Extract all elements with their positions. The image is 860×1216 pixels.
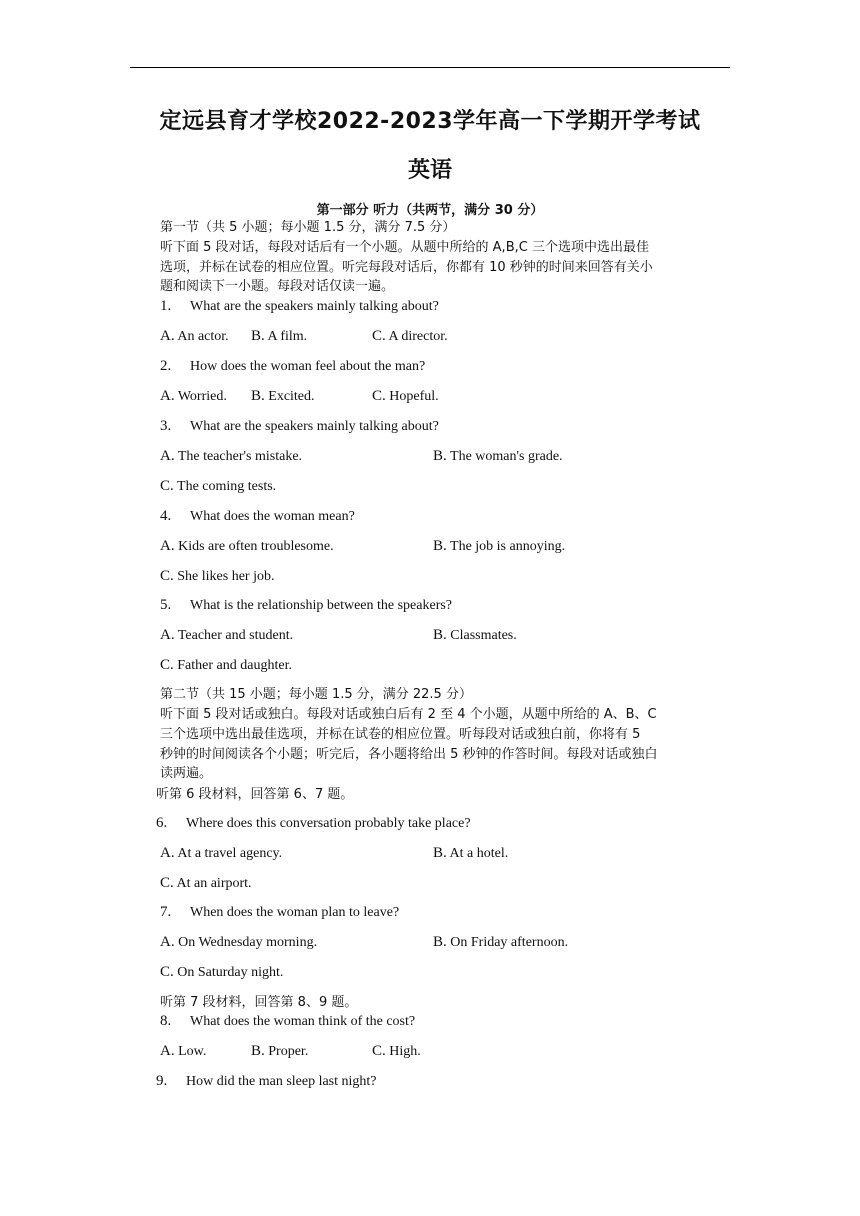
- section1-instruction-line: 题和阅读下一小题。每段对话仅读一遍。: [160, 279, 395, 294]
- question-3: [160, 418, 439, 435]
- question-7-options: [160, 934, 720, 954]
- subject-title: 英语: [407, 158, 452, 183]
- question-number: 4.: [160, 508, 172, 524]
- question-7-option-c-row: [160, 964, 283, 981]
- part-heading: 第一部分 听力（共两节，满分 30 分）: [316, 203, 544, 218]
- question-3-option-c-row: [160, 478, 276, 495]
- option-a: A. Worried.: [160, 388, 227, 404]
- option-c: C. Father and daughter.: [160, 657, 292, 673]
- option-b: B. A film.: [251, 328, 308, 344]
- question-text: When does the woman plan to leave?: [190, 905, 400, 920]
- option-c: C. On Saturday night.: [160, 964, 284, 980]
- question-8: [160, 1013, 415, 1030]
- question-number: 3.: [160, 418, 172, 434]
- question-5: [160, 597, 452, 614]
- question-8-options: [160, 1043, 720, 1063]
- question-1: [160, 298, 439, 315]
- question-6-options: [160, 845, 720, 865]
- option-a: A. The teacher's mistake.: [160, 448, 303, 464]
- question-6-option-c-row: [160, 875, 252, 892]
- option-c: C. A director.: [372, 328, 448, 344]
- question-text: How does the woman feel about the man?: [190, 359, 426, 374]
- question-7: [160, 904, 399, 921]
- option-a: A. An actor.: [160, 328, 229, 344]
- section2-instruction-line: 三个选项中选出最佳选项，并标在试卷的相应位置。听每段对话或独白前，你将有 5: [160, 727, 641, 742]
- question-number: 2.: [160, 358, 172, 374]
- option-a: A. On Wednesday morning.: [160, 934, 318, 950]
- question-text: What does the woman mean?: [190, 509, 355, 524]
- question-5-option-c-row: [160, 657, 292, 674]
- option-c: C. At an airport.: [160, 875, 252, 891]
- question-5-options: [160, 627, 720, 647]
- section1-instruction-line: 选项，并标在试卷的相应位置。听完每段对话后，你都有 10 秒钟的时间来回答有关小: [160, 260, 653, 275]
- option-b: B. Classmates.: [433, 627, 517, 643]
- material-6-note: 听第 6 段材料，回答第 6、7 题。: [156, 787, 354, 802]
- question-1-options: [160, 328, 720, 348]
- question-text: What does the woman think of the cost?: [190, 1014, 416, 1029]
- question-number: 7.: [160, 904, 172, 920]
- option-a: A. Low.: [160, 1043, 207, 1059]
- option-b: B. On Friday afternoon.: [433, 934, 569, 950]
- question-number: 9.: [156, 1073, 168, 1089]
- section2-heading: 第二节（共 15 小题；每小题 1.5 分，满分 22.5 分）: [160, 687, 472, 702]
- question-number: 6.: [156, 815, 168, 831]
- question-3-options: [160, 448, 720, 468]
- option-b: B. Proper.: [251, 1043, 309, 1059]
- question-2: [160, 358, 425, 375]
- question-number: 8.: [160, 1013, 172, 1029]
- option-c: C. She likes her job.: [160, 568, 275, 584]
- question-4-options: [160, 538, 720, 558]
- exam-title: 定远县育才学校2022-2023学年高一下学期开学考试: [159, 109, 701, 134]
- option-c: C. Hopeful.: [372, 388, 439, 404]
- section1-heading: 第一节（共 5 小题；每小题 1.5 分，满分 7.5 分）: [160, 220, 456, 235]
- option-a: A. Kids are often troublesome.: [160, 538, 334, 554]
- option-a: A. Teacher and student.: [160, 627, 294, 643]
- question-4-option-c-row: [160, 568, 274, 585]
- question-text: What are the speakers mainly talking about?: [190, 299, 439, 314]
- section2-instruction-line: 秒钟的时间阅读各个小题；听完后，各小题将给出 5 秒钟的作答时间。每段对话或独白: [160, 747, 658, 762]
- option-b: B. Excited.: [251, 388, 315, 404]
- question-2-options: [160, 388, 720, 408]
- question-9: [156, 1073, 377, 1090]
- option-b: B. At a hotel.: [433, 845, 509, 861]
- option-c: C. The coming tests.: [160, 478, 277, 494]
- question-text: What are the speakers mainly talking about?: [190, 419, 439, 434]
- question-text: What is the relationship between the speakers?: [190, 598, 453, 613]
- section2-instruction-line: 听下面 5 段对话或独白。每段对话或独白后有 2 至 4 个小题，从题中所给的 A、B、C: [160, 707, 657, 722]
- option-b: B. The job is annoying.: [433, 538, 566, 554]
- question-text: Where does this conversation probably take place?: [186, 816, 471, 831]
- question-4: [160, 508, 355, 525]
- option-a: A. At a travel agency.: [160, 845, 283, 861]
- option-c: C. High.: [372, 1043, 421, 1059]
- material-7-note: 听第 7 段材料，回答第 8、9 题。: [160, 995, 358, 1010]
- section1-instruction-line: 听下面 5 段对话，每段对话后有一个小题。从题中所给的 A,B,C 三个选项中选出最佳: [160, 240, 649, 255]
- question-number: 5.: [160, 597, 172, 613]
- question-number: 1.: [160, 298, 172, 314]
- section2-instruction-line: 读两遍。: [160, 766, 213, 781]
- option-b: B. The woman's grade.: [433, 448, 563, 464]
- question-text: How did the man sleep last night?: [186, 1074, 377, 1089]
- header-rule: [130, 67, 730, 68]
- question-6: [156, 815, 471, 832]
